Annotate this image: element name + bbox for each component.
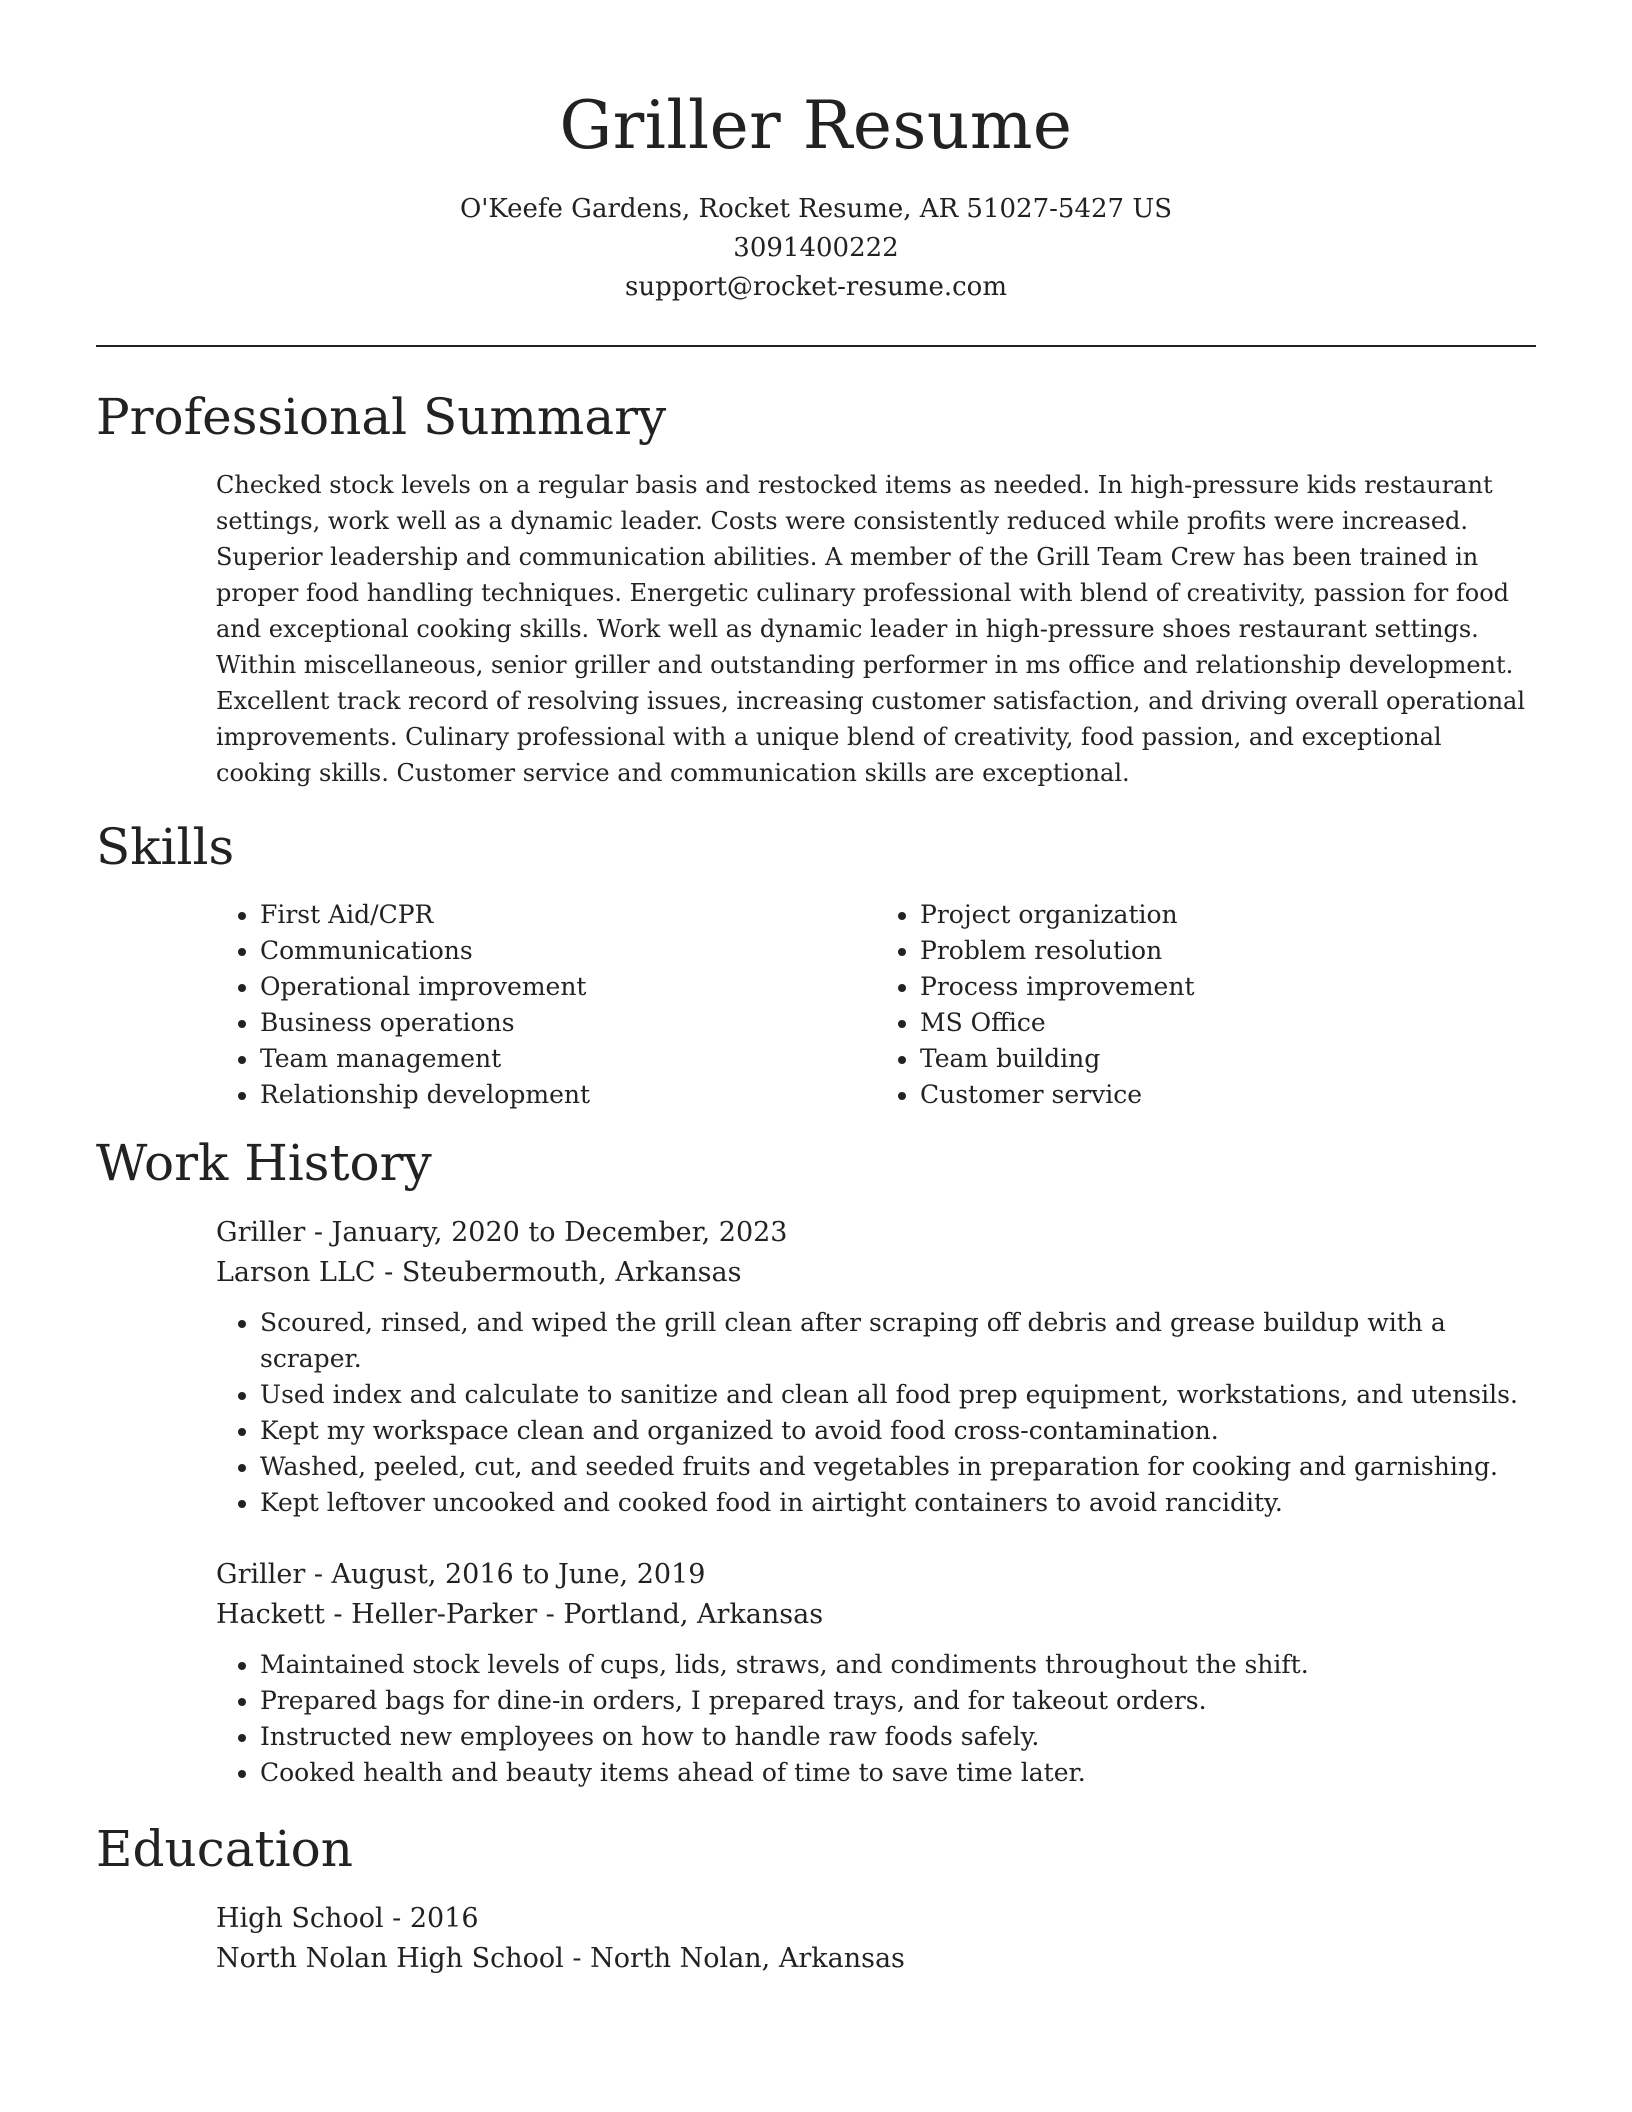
job-duty-item: • Prepared bags for dine-in orders, I prepared trays, and for takeout orders. xyxy=(260,1683,1536,1719)
email: support@rocket-resume.com xyxy=(624,272,1007,302)
job-role-dates: Griller - August, 2016 to June, 2019 xyxy=(216,1559,706,1590)
resume-header xyxy=(96,0,1536,307)
skill-item: • Operational improvement xyxy=(260,969,876,1005)
skill-item: • Team management xyxy=(260,1041,876,1077)
education-heading: Education xyxy=(96,1820,353,1878)
job-duty-item: • Kept my workspace clean and organized to avoid food cross-contamination. xyxy=(260,1413,1536,1449)
skill-item: • Relationship development xyxy=(260,1077,876,1113)
skill-item: • Project organization xyxy=(920,897,1536,933)
skill-item: • Customer service xyxy=(920,1077,1536,1113)
phone: 3091400222 xyxy=(733,233,899,263)
job-duty-item: • Scoured, rinsed, and wiped the grill clean after scraping off debris and grease buildup with a scraper. xyxy=(260,1305,1536,1377)
skills-column-left xyxy=(216,897,876,1113)
resume-page xyxy=(96,0,1536,1979)
job-company-location: Hackett - Heller-Parker - Portland, Arkansas xyxy=(216,1599,824,1630)
job-duty-item: • Used index and calculate to sanitize and clean all food prep equipment, workstations, and utensils. xyxy=(260,1377,1536,1413)
job-role-dates: Griller - January, 2020 to December, 2023 xyxy=(216,1217,788,1248)
job-duties xyxy=(216,1305,1536,1521)
education-degree-year: High School - 2016 xyxy=(216,1903,479,1934)
summary-text: Checked stock levels on a regular basis and restocked items as needed. In high-pressure kids restaurant settings, work well as a dynamic leader. Costs were consistently reduced while profits were increased. Superior leadership and communication abilities. A member of the Grill Team Crew has been trained in proper food handling techniques. Energetic culinary professional with blend of creativity, passion for food and exceptional cooking skills. Work well as dynamic leader in high-pressure shoes restaurant settings. Within miscellaneous, senior griller and outstanding performer in ms office and relationship development. Excellent track record of resolving issues, increasing customer satisfaction, and driving overall operational improvements. Culinary professional with a unique blend of creativity, food passion, and exceptional cooking skills. Customer service and communication skills are exceptional. xyxy=(216,471,1526,787)
work-history-heading: Work History xyxy=(96,1134,432,1192)
job-duty-item: • Kept leftover uncooked and cooked food in airtight containers to avoid rancidity. xyxy=(260,1485,1536,1521)
job-entry xyxy=(216,1555,1536,1791)
resume-title: Griller Resume xyxy=(559,87,1073,164)
address: O'Keefe Gardens, Rocket Resume, AR 51027-5427 US xyxy=(459,194,1173,224)
skill-item: • Business operations xyxy=(260,1005,876,1041)
skills-heading: Skills xyxy=(96,818,235,876)
skill-item: • MS Office xyxy=(920,1005,1536,1041)
skill-item: • Problem resolution xyxy=(920,933,1536,969)
skill-item: • First Aid/CPR xyxy=(260,897,876,933)
header-divider xyxy=(96,345,1536,347)
job-duty-item: • Instructed new employees on how to handle raw foods safely. xyxy=(260,1719,1536,1755)
summary-heading: Professional Summary xyxy=(96,388,667,446)
education-entry xyxy=(216,1899,1536,1979)
skill-item: • Process improvement xyxy=(920,969,1536,1005)
job-duty-item: • Washed, peeled, cut, and seeded fruits and vegetables in preparation for cooking and garnishing. xyxy=(260,1449,1536,1485)
education-school-location: North Nolan High School - North Nolan, Arkansas xyxy=(216,1943,905,1974)
skill-item: • Communications xyxy=(260,933,876,969)
job-duty-item: • Cooked health and beauty items ahead of time to save time later. xyxy=(260,1755,1536,1791)
job-duties xyxy=(216,1647,1536,1791)
contact-info xyxy=(96,190,1536,307)
job-company-location: Larson LLC - Steubermouth, Arkansas xyxy=(216,1257,742,1288)
job-duty-item: • Maintained stock levels of cups, lids, straws, and condiments throughout the shift. xyxy=(260,1647,1536,1683)
job-entry xyxy=(216,1213,1536,1521)
skills-grid xyxy=(216,897,1536,1113)
skills-column-right xyxy=(876,897,1536,1113)
skill-item: • Team building xyxy=(920,1041,1536,1077)
